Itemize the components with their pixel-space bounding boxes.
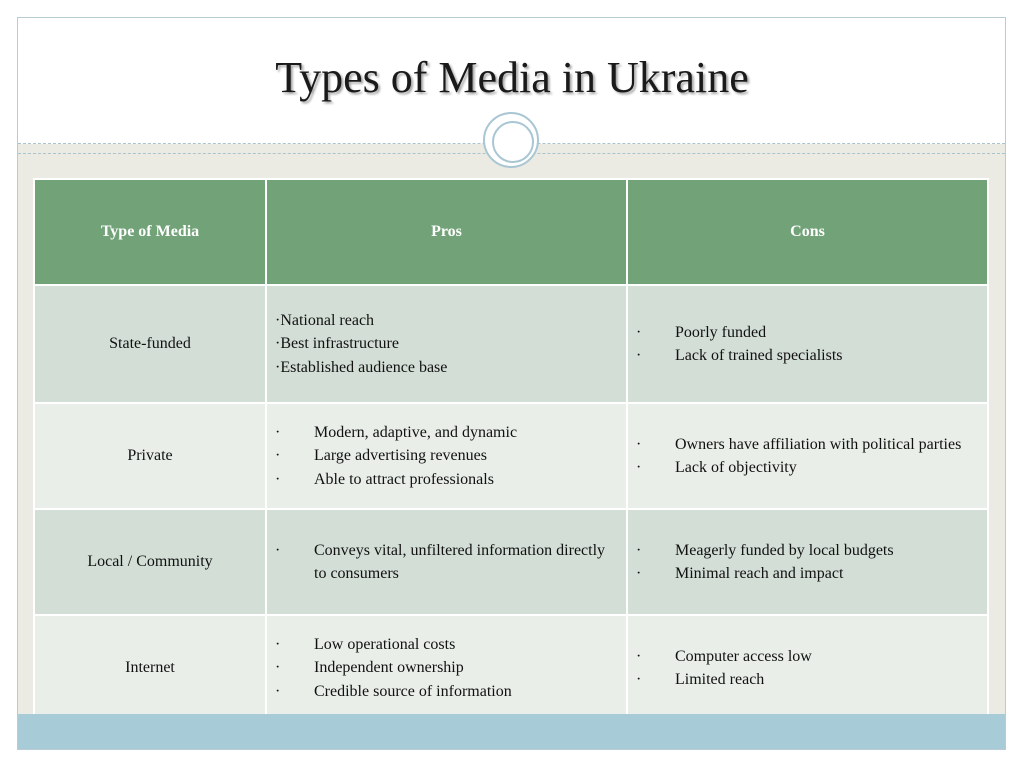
list-item: · Best infrastructure (275, 332, 618, 356)
pros-cell (266, 615, 627, 721)
list-item: · Owners have affiliation with political parties (636, 433, 979, 457)
list-item: · Lack of trained specialists (636, 344, 979, 368)
list-item: · Computer access low (636, 645, 979, 669)
pros-cell (266, 509, 627, 615)
list-item: · Modern, adaptive, and dynamic (275, 421, 618, 445)
cons-list (636, 433, 979, 480)
slide-title: Types of Media in Ukraine (275, 53, 749, 102)
table-row (34, 285, 988, 403)
pros-list (275, 309, 618, 380)
media-type-cell: Local / Community (34, 509, 266, 615)
list-item: · Lack of objectivity (636, 456, 979, 480)
cons-cell (627, 509, 988, 615)
list-item: · Able to attract professionals (275, 468, 618, 492)
list-item: · Established audience base (275, 356, 618, 380)
pros-cell (266, 403, 627, 509)
table-row (34, 403, 988, 509)
pros-list (275, 539, 618, 586)
table-header-row (34, 179, 988, 285)
cons-list (636, 645, 979, 692)
circle-ornament-inner (492, 121, 534, 163)
table-row (34, 509, 988, 615)
media-type-cell: State-funded (34, 285, 266, 403)
pros-cell (266, 285, 627, 403)
media-type-cell: Internet (34, 615, 266, 721)
cons-list (636, 539, 979, 586)
footer-bar (18, 714, 1005, 749)
cons-cell (627, 615, 988, 721)
list-item: · Poorly funded (636, 321, 979, 345)
media-type-cell: Private (34, 403, 266, 509)
table-row (34, 615, 988, 721)
cons-list (636, 321, 979, 368)
list-item: · Credible source of information (275, 680, 618, 704)
cons-cell (627, 285, 988, 403)
list-item: · Conveys vital, unfiltered information directly to consumers (275, 539, 618, 586)
list-item: · Low operational costs (275, 633, 618, 657)
column-header-type: Type of Media (34, 179, 266, 285)
list-item: · Minimal reach and impact (636, 562, 979, 586)
column-header-cons: Cons (627, 179, 988, 285)
media-comparison-table (33, 178, 989, 722)
list-item: · Meagerly funded by local budgets (636, 539, 979, 563)
pros-list (275, 421, 618, 492)
circle-ornament-icon (483, 112, 539, 168)
list-item: · Limited reach (636, 668, 979, 692)
list-item: · National reach (275, 309, 618, 333)
cons-cell (627, 403, 988, 509)
list-item: · Independent ownership (275, 656, 618, 680)
pros-list (275, 633, 618, 704)
list-item: · Large advertising revenues (275, 444, 618, 468)
column-header-pros: Pros (266, 179, 627, 285)
